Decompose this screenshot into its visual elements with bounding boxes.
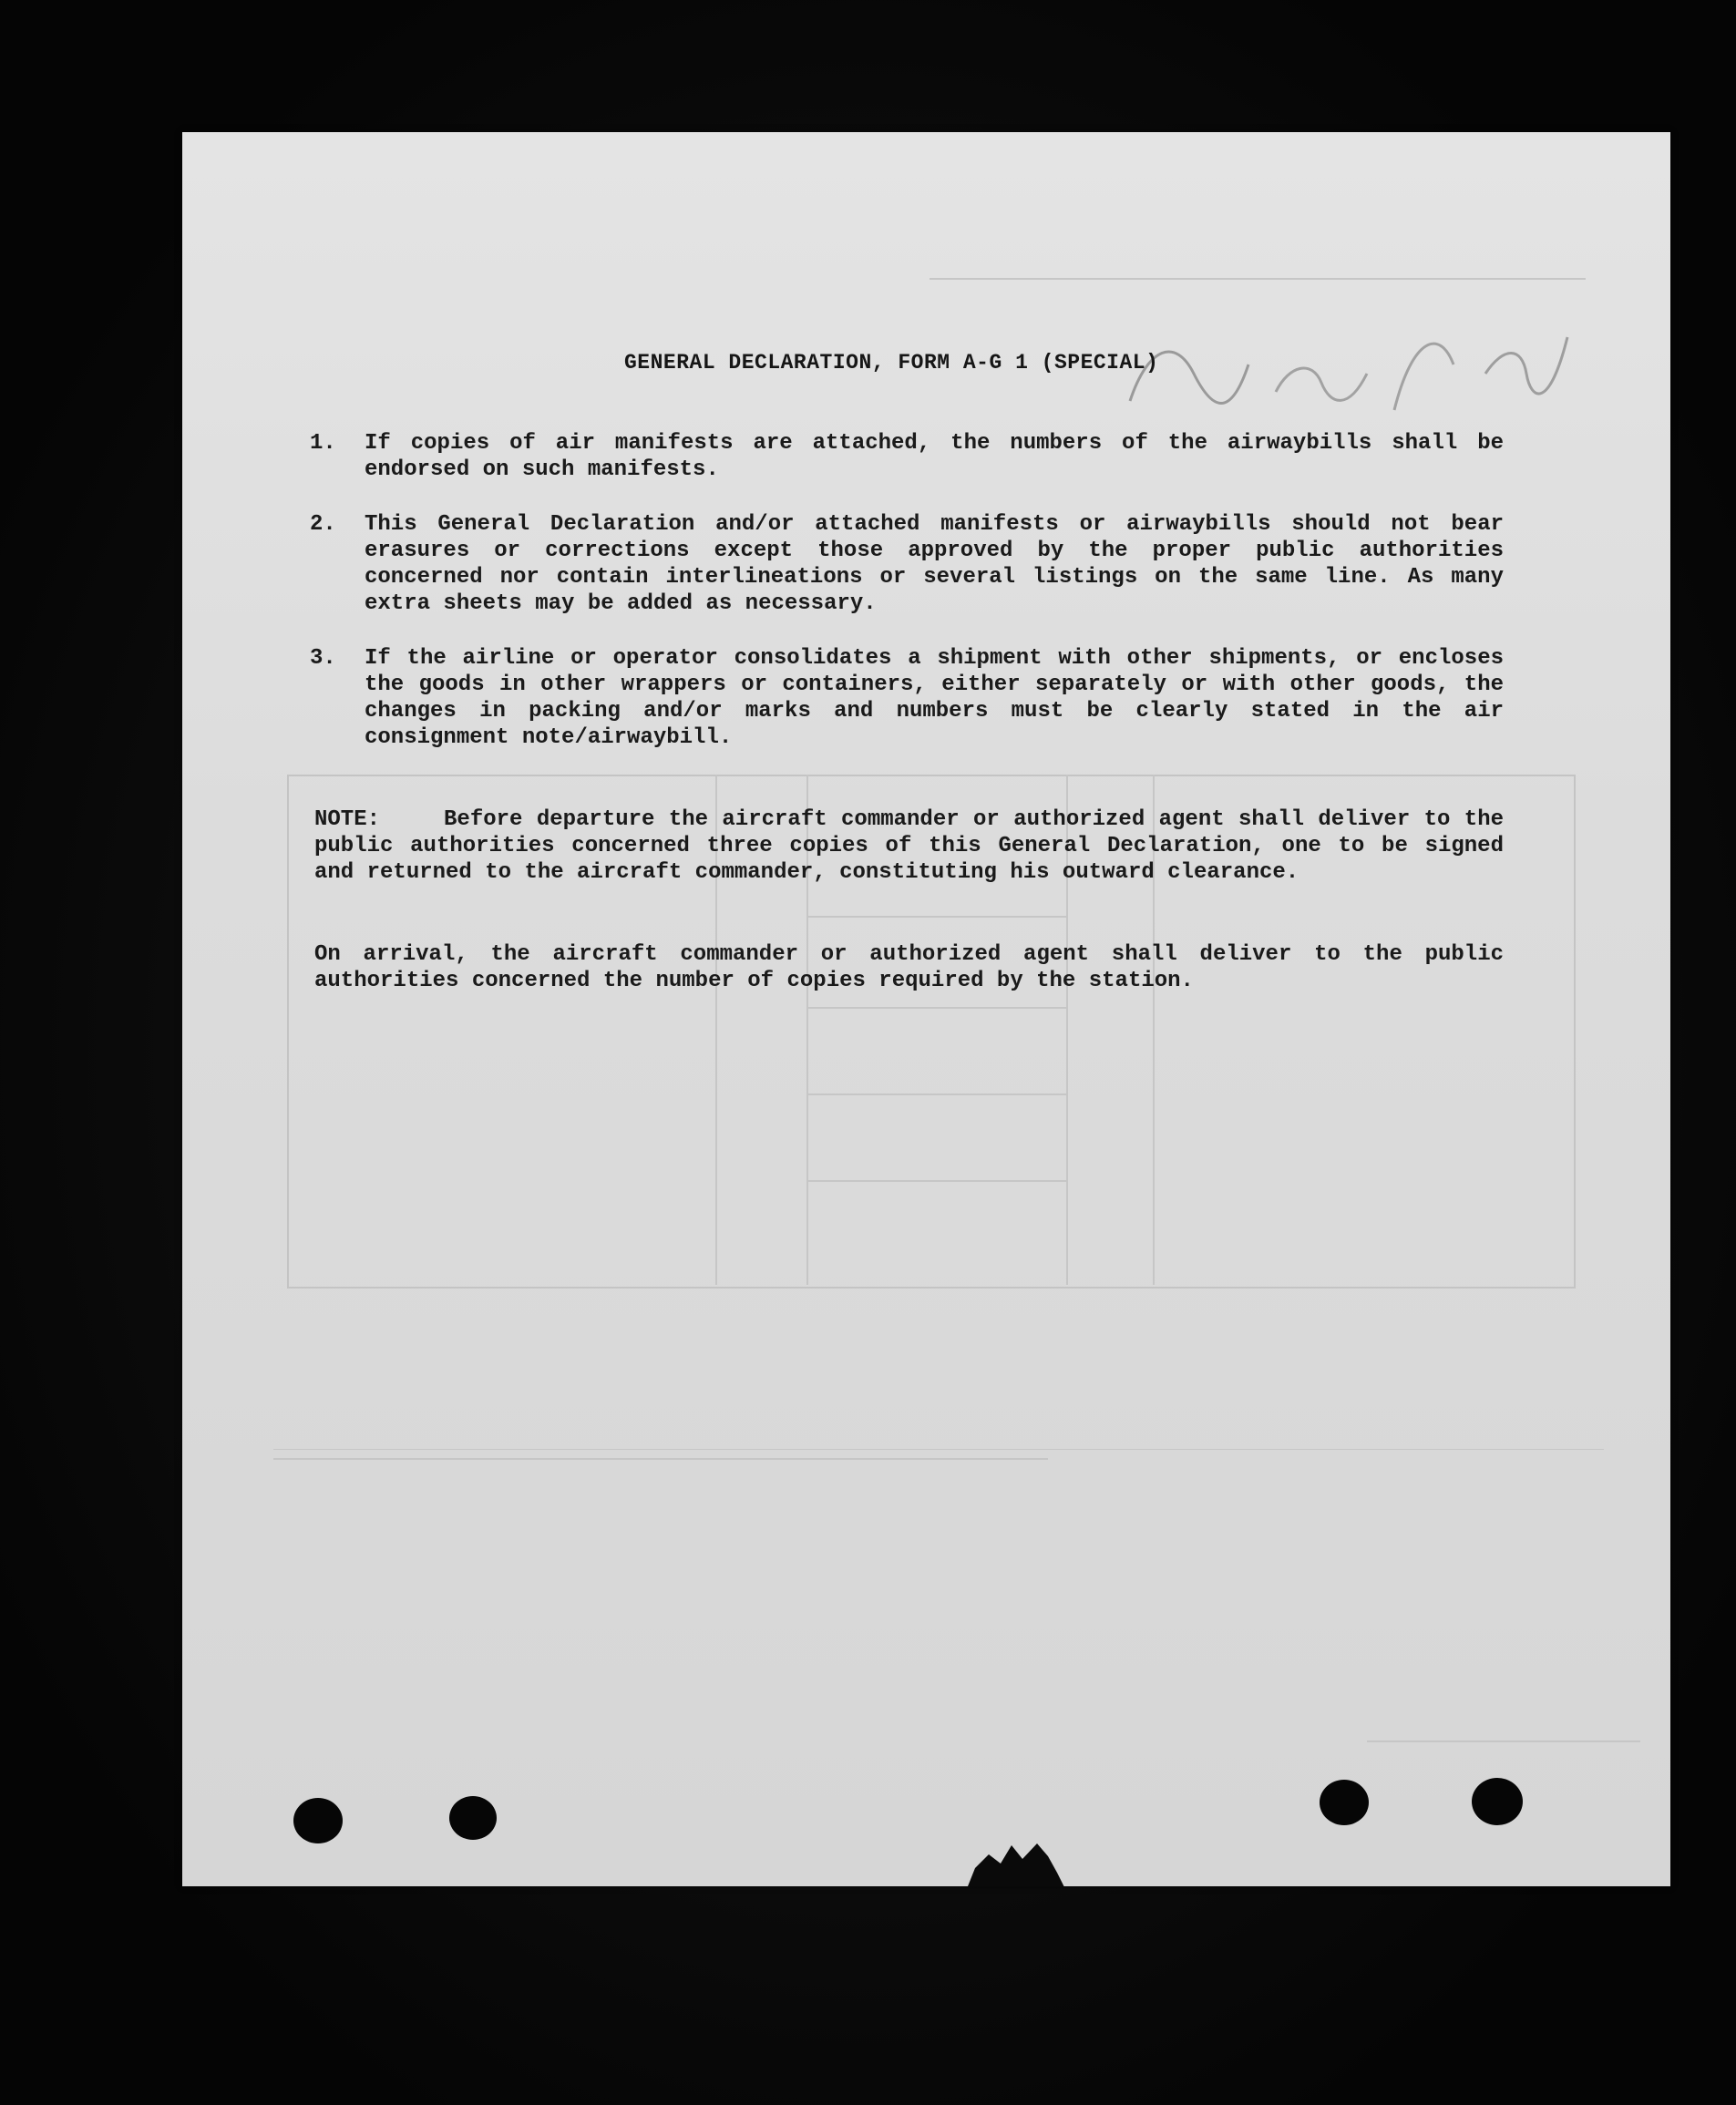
item-text: This General Declaration and/or attached manifests or airwaybills should not bear erasures or corrections except those approved by the proper public authorities concerned nor contain interlineations or several listings on the same line. As many extra sheets may be added as necessary.	[365, 512, 1504, 616]
punch-hole	[293, 1798, 343, 1843]
note-text: Before departure the aircraft commander or authorized agent shall deliver to the public authorities concerned three copies of this General Declaration, one to be signed and returned to the aircraft commander, constituting his outward clearance.	[314, 807, 1504, 885]
item-number: 1.	[310, 431, 336, 456]
document-page	[182, 132, 1670, 1886]
page-title: GENERAL DECLARATION, FORM A-G 1 (SPECIAL)	[624, 351, 1159, 375]
arrival-note: On arrival, the aircraft commander or authorized agent shall deliver to the public authorities concerned the number of copies required by the station.	[314, 942, 1504, 993]
departure-note	[314, 806, 1504, 886]
bleed-through-rule	[806, 1180, 1066, 1182]
punch-hole	[449, 1796, 497, 1840]
bleed-through-rule	[806, 1094, 1066, 1095]
bleed-through-rule	[806, 1007, 1066, 1009]
paper-tear-mark	[966, 1836, 1066, 1886]
bleed-through-rule	[806, 916, 1066, 918]
pencil-annotation	[1094, 310, 1604, 437]
item-number: 2.	[310, 512, 336, 537]
item-number: 3.	[310, 646, 336, 671]
item-text: If the airline or operator consolidates a shipment with other shipments, or encloses the goods in other wrappers or containers, either separately or with other goods, the changes in packing and/or marks and numbers must be clearly stated in the air consignment note/airwaybill.	[365, 646, 1504, 750]
punch-hole	[1472, 1778, 1523, 1825]
bleed-through-rule	[930, 278, 1586, 280]
punch-hole	[1320, 1780, 1369, 1825]
bleed-through-rule	[273, 1458, 1048, 1460]
bleed-through-rule	[273, 1449, 1604, 1450]
note-label: NOTE:	[314, 807, 381, 832]
bleed-through-rule	[1367, 1740, 1640, 1742]
item-text: If copies of air manifests are attached, the numbers of the airwaybills shall be endorsed on such manifests.	[365, 431, 1504, 482]
